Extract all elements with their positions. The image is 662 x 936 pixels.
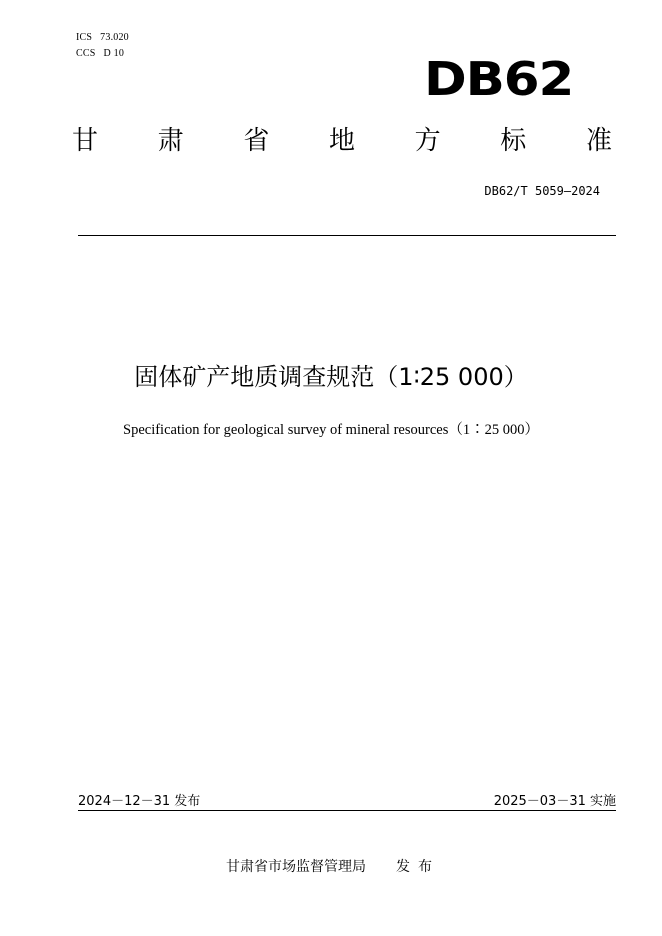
category-char: 地: [328, 126, 355, 156]
ics-line: [76, 32, 129, 43]
publish-date: 2024－12－31 发布: [78, 794, 201, 809]
issuer-name: 甘肃省市场监督管理局: [226, 859, 366, 875]
bottom-divider: [78, 810, 616, 811]
category-char: 肃: [157, 126, 184, 156]
category-char: 准: [585, 126, 612, 156]
ics-code: 73.020: [100, 32, 129, 43]
category-char: 标: [500, 126, 527, 156]
ccs-label: CCS: [76, 48, 96, 59]
db-logo: DB62: [424, 52, 574, 106]
ccs-line: [76, 48, 124, 59]
implement-date: 2025－03－31 实施: [493, 794, 616, 809]
issuer-line: [226, 856, 440, 876]
category-char: 甘: [72, 126, 99, 156]
issue-word: 发布: [396, 859, 440, 875]
standard-number: DB62/T 5059—2024: [484, 184, 600, 198]
ccs-code: D 10: [103, 48, 125, 59]
document-title: 固体矿产地质调查规范（1∶25 000）: [134, 363, 528, 391]
ics-label: ICS: [76, 32, 93, 43]
top-divider: [78, 235, 616, 236]
category-char: 省: [243, 126, 270, 156]
category-char: 方: [414, 126, 441, 156]
standard-category: [72, 128, 612, 154]
document-english-title: Specification for geological survey of mineral resources（1∶25 000）: [123, 422, 539, 438]
